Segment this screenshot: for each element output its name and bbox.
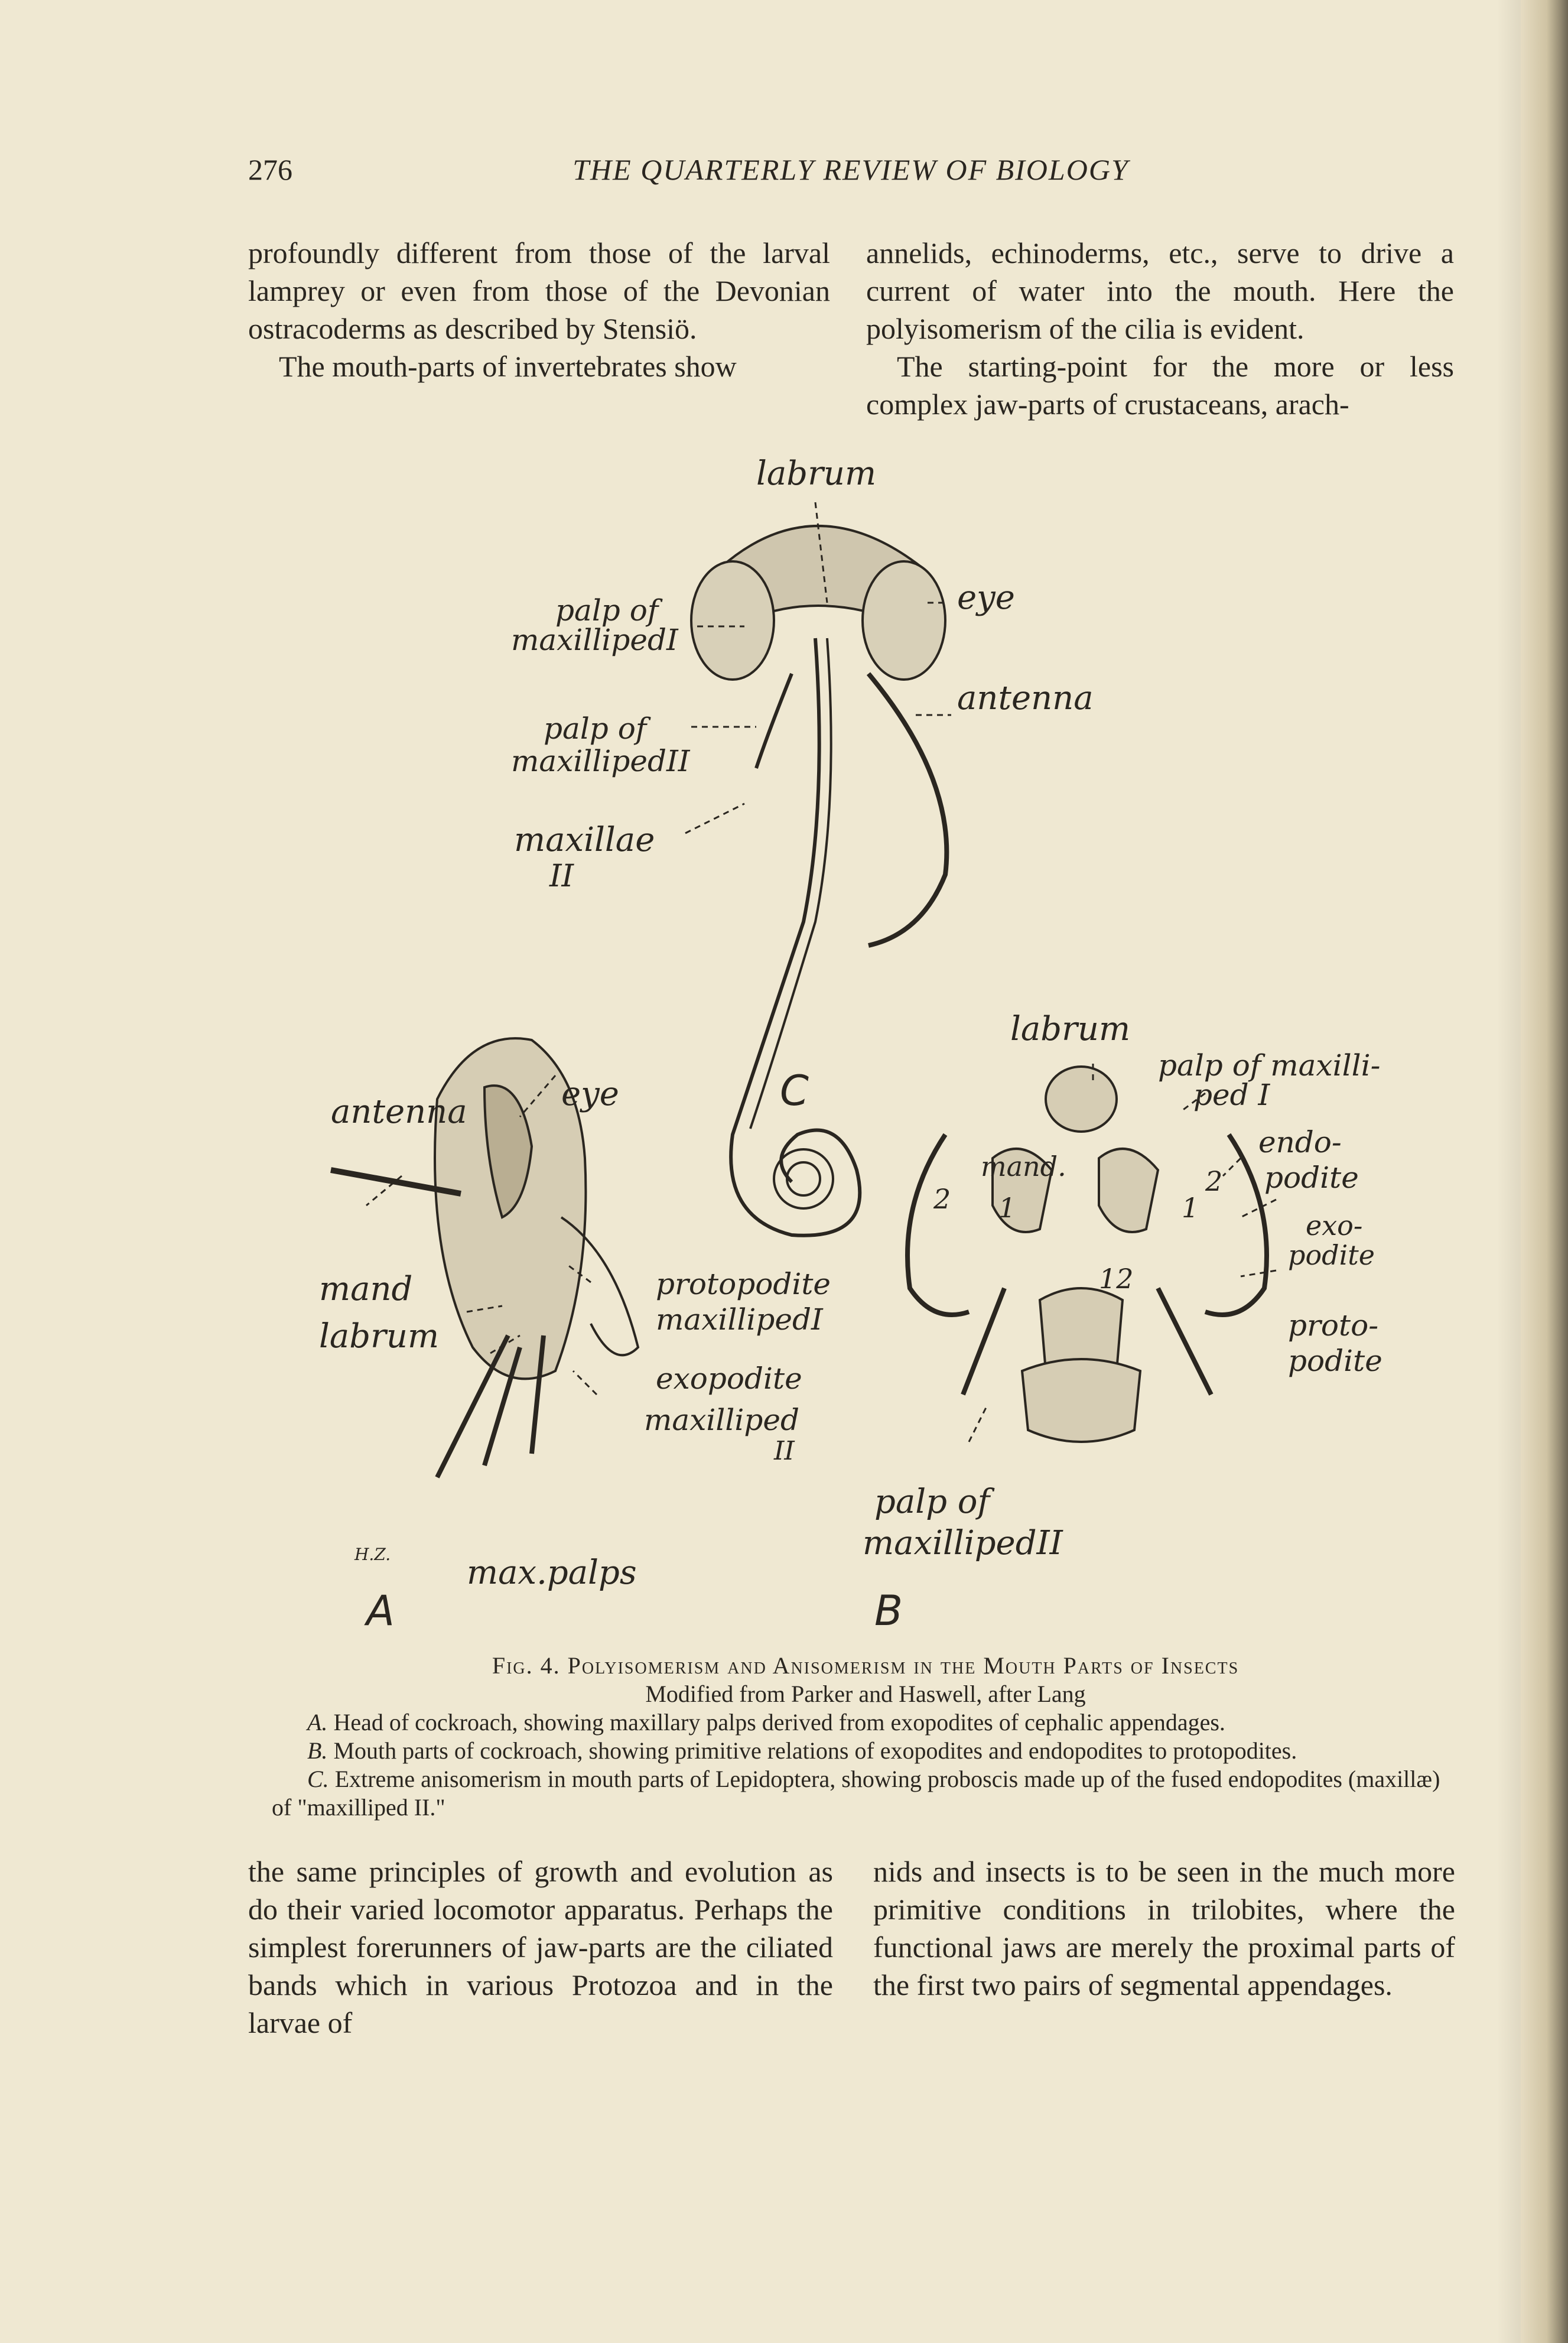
label-number-2-left: 2: [933, 1183, 951, 1215]
label-number-1-right: 1: [1182, 1192, 1199, 1224]
label-number-12: 12: [1099, 1263, 1134, 1295]
label-palp-of: palp of: [555, 593, 659, 628]
label-labrum-c: labrum: [756, 454, 877, 493]
label-mand-b: mand.: [981, 1151, 1066, 1182]
proboscis-coil-inner: [787, 1162, 820, 1195]
label-palp-of-b: palp of: [874, 1483, 990, 1521]
caption-text-b: Mouth parts of cockroach, showing primitive relations of exopodites and endopodites to protopodites.: [333, 1737, 1297, 1764]
page-edge-shadow: [1497, 0, 1521, 2343]
antenna-c: [868, 674, 946, 945]
drawing-b-mouthparts: [907, 1067, 1267, 1442]
page-header: [248, 152, 1453, 194]
paragraph: the same principles of growth and evolution as do their varied locomotor apparatus. Perhaps the simplest forerunners of jaw-parts are the ciliated bands which in various Protozoa and in the larvae of: [248, 1855, 833, 2039]
page-number: 276: [248, 153, 292, 186]
labrum-b: [1046, 1067, 1117, 1132]
figure-letter-c: C: [780, 1067, 809, 1115]
label-exopodite: exopodite: [656, 1361, 802, 1396]
labels-c: [511, 454, 1094, 894]
text-column-bottom-right: [873, 1853, 1455, 2004]
label-labrum-b: labrum: [1010, 1010, 1131, 1048]
figure-caption: [272, 1652, 1459, 1822]
caption-line-a: [272, 1708, 1459, 1737]
caption-text-c: Extreme anisomerism in mouth parts of Lepidoptera, showing proboscis made up of the fused endopodites (maxillæ) of "maxilliped II.": [272, 1766, 1440, 1821]
caption-text-a: Head of cockroach, showing maxillary palps derived from exopodites of cephalic appendages.: [333, 1709, 1225, 1736]
proboscis: [731, 638, 860, 1236]
figure-letter-a: A: [366, 1587, 395, 1635]
label-eye-a: eye: [561, 1075, 619, 1113]
caption-line-c: [272, 1765, 1459, 1822]
label-maxilliped-a: maxilliped: [644, 1403, 799, 1437]
caption-line-b: [272, 1737, 1459, 1765]
label-mand-a: mand: [319, 1270, 413, 1308]
label-maxilliped-2-a: II: [774, 1436, 795, 1466]
label-antenna-c: antenna: [957, 679, 1094, 717]
maxilla-right: [1205, 1135, 1267, 1315]
caption-key-a: A.: [307, 1709, 328, 1736]
label-maxilliped-2: maxillipedII: [511, 744, 690, 778]
label-labrum-a: labrum: [319, 1317, 440, 1356]
label-exopodite: podite: [1288, 1239, 1375, 1271]
label-maxilliped-1: maxillipedI: [511, 623, 678, 657]
paragraph: The mouth-parts of invertebrates show: [279, 350, 737, 383]
label-maxilliped-1-a: maxillipedI: [656, 1302, 823, 1337]
running-title: THE QUARTERLY REVIEW OF BIOLOGY: [572, 153, 1129, 186]
page-edge: [1521, 0, 1568, 2343]
label-protopodite: protopodite: [656, 1267, 831, 1301]
figure-4: [307, 449, 1465, 1643]
label-max-palps: max.palps: [467, 1554, 637, 1592]
label-number-2-right: 2: [1205, 1165, 1223, 1197]
text-column-bottom-left: [248, 1853, 833, 2042]
caption-key-b: B.: [307, 1737, 328, 1764]
maxilla-left: [907, 1135, 969, 1315]
label-hz: H.Z.: [354, 1545, 391, 1564]
label-maxillae: maxillae: [514, 821, 655, 859]
caption-key-c: C.: [307, 1766, 329, 1792]
label-antenna-a: antenna: [331, 1093, 467, 1131]
paragraph: profoundly different from those of the larval lamprey or even from those of the Devonian ostracoderms as described by Stensiö.: [248, 236, 830, 345]
label-maxillae-2: II: [549, 859, 574, 894]
label-ped-1: ped I: [1193, 1078, 1270, 1112]
figure-illustration: [307, 449, 1465, 1643]
palp-c: [756, 674, 792, 768]
submentum: [1022, 1359, 1140, 1442]
caption-subtitle: Modified from Parker and Haswell, after Lang: [645, 1681, 1086, 1707]
mandible-right: [1099, 1149, 1158, 1232]
paragraph: annelids, echinoderms, etc., serve to drive a current of water into the mouth. Here the polyisomerism of the cilia is evident.: [866, 236, 1454, 345]
drawing-c-lepidoptera: [691, 526, 946, 1236]
proboscis-coil: [774, 1149, 833, 1208]
label-protopodite-b: podite: [1288, 1344, 1382, 1378]
paragraph: nids and insects is to be seen in the much more primitive conditions in trilobites, where the functional jaws are merely the proximal parts of the first two pairs of segmental appendages.: [873, 1855, 1455, 2001]
right-eye: [863, 561, 945, 680]
label-exo: exo-: [1306, 1210, 1363, 1242]
figure-letter-b: B: [874, 1587, 903, 1635]
label-palp-of: palp of: [544, 711, 647, 746]
label-eye-c: eye: [957, 579, 1015, 617]
label-maxilliped-2-b: maxillipedII: [863, 1524, 1063, 1562]
left-eye: [691, 561, 774, 680]
label-proto: proto-: [1288, 1308, 1379, 1343]
label-number-1-left: 1: [998, 1192, 1016, 1224]
text-column-top-right: [866, 234, 1454, 423]
text-column-top-left: [248, 234, 830, 385]
paragraph: The starting-point for the more or less complex jaw-parts of crustaceans, arach-: [866, 350, 1454, 421]
caption-title: Fig. 4. Polyisomerism and Anisomerism in the Mouth Parts of Insects: [492, 1652, 1240, 1679]
label-endo: endo-: [1258, 1125, 1342, 1159]
label-palp-of-maxilliped: palp of maxilli-: [1158, 1048, 1381, 1083]
label-endopodite: podite: [1264, 1161, 1359, 1195]
